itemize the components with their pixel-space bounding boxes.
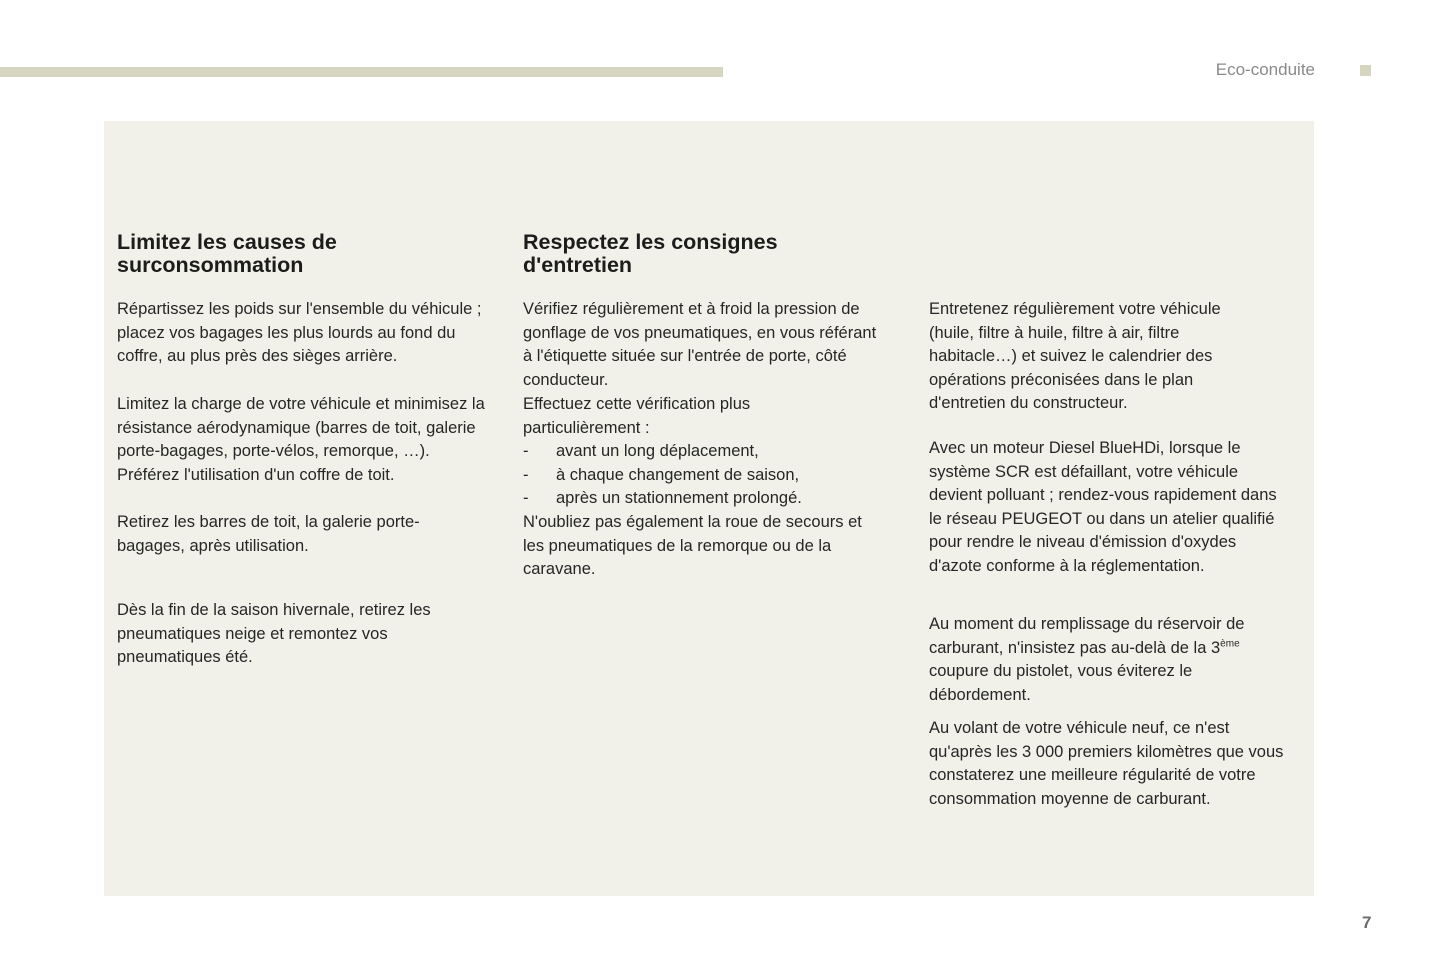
paragraph-pression-pneus: Vérifiez régulièrement et à froid la pression de gonflage de vos pneumatiques, en vous référant à l'étiquette située sur l'entrée de porte, côté conducteur. <box>523 300 877 389</box>
heading-entretien: Respectez les consignes d'entretien <box>523 230 778 277</box>
list-item: - à chaque changement de saison, <box>523 464 893 488</box>
heading-surconsommation: Limitez les causes de surconsommation <box>117 230 337 277</box>
paragraph-roue-secours: N'oubliez pas également la roue de secours et les pneumatiques de la remorque ou de la caravane. <box>523 513 862 579</box>
list-item: - après un stationnement prolongé. <box>523 487 893 511</box>
section-marker <box>1360 65 1371 76</box>
paragraph-bluehdi: Avec un moteur Diesel BlueHDi, lorsque le système SCR est défaillant, votre véhicule devient polluant ; rendez-vous rapidement dans le réseau PEUGEOT ou dans un atelier qualifié pour rendre le niveau d'émission d'oxydes d'azote conforme à la réglementation. <box>929 439 1277 575</box>
paragraph-limitez-charge: Limitez la charge de votre véhicule et minimisez la résistance aérodynamique (barres de toit, galerie porte-bagages, porte-vélos, remorque, …). Préférez l'utilisation d'un coffre de toit. <box>117 395 485 484</box>
paragraph-vehicule-neuf: Au volant de votre véhicule neuf, ce n'est qu'après les 3 000 premiers kilomètres que vous constaterez une meilleure régularité de votre consommation moyenne de carburant. <box>929 719 1284 808</box>
dash-marker: - <box>523 465 529 484</box>
paragraph-repartition-poids: Répartissez les poids sur l'ensemble du véhicule ; placez vos bagages les plus lourds au fond du coffre, au plus près des sièges arrière. <box>117 300 482 366</box>
paragraph-entretenez: Entretenez régulièrement votre véhicule (huile, filtre à huile, filtre à air, filtre habitacle…) et suivez le calendrier des opérations préconisées dans le plan d'entretien du constructeur. <box>929 300 1221 413</box>
check-list <box>523 440 893 511</box>
section-title: Eco-conduite <box>1215 60 1315 79</box>
paragraph-verification: Effectuez cette vérification plus particulièrement : <box>523 395 751 437</box>
dash-marker: - <box>523 489 529 508</box>
dash-marker: - <box>523 442 529 460</box>
list-item: - avant un long déplacement, <box>523 440 893 464</box>
page-number: 7 <box>1362 913 1372 932</box>
paragraph-remplissage: Au moment du remplissage du réservoir de carburant, n'insistez pas au-delà de la 3ème coupure du pistolet, vous éviterez le débordement. <box>929 615 1245 704</box>
header-accent-bar <box>0 67 723 77</box>
paragraph-pneus-neige: Dès la fin de la saison hivernale, retirez les pneumatiques neige et remontez vos pneumatiques été. <box>117 601 431 667</box>
paragraph-retirez-barres: Retirez les barres de toit, la galerie porte-bagages, après utilisation. <box>117 513 420 555</box>
